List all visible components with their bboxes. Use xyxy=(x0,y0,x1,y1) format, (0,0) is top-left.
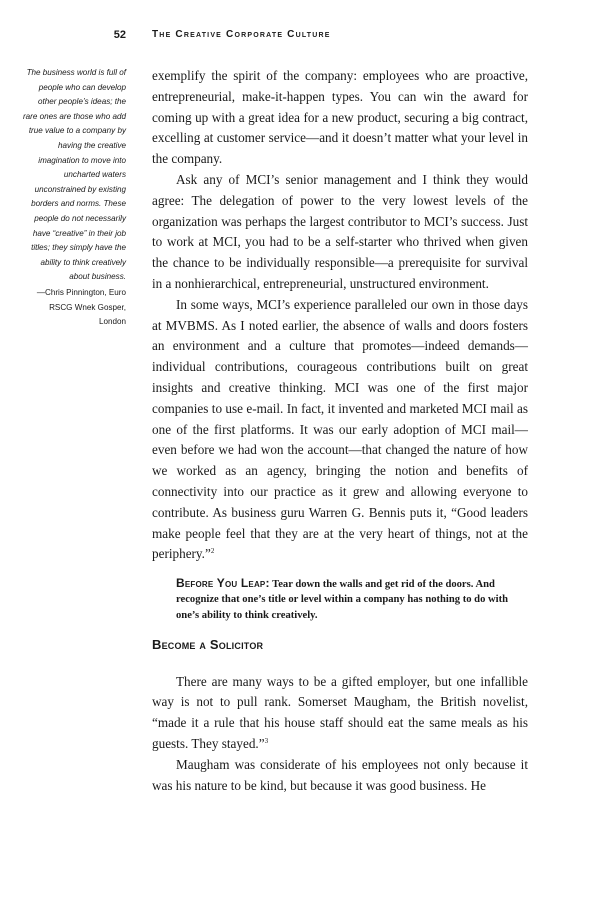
paragraph-3-text: In some ways, MCI’s experience paralleled our own in those days at MVBMS. As I noted earlier, the absence of walls and doors fosters an environment and a culture that promotes—indeed demands—individual contributions, courageous contributions built on great insights and creative thinking. MCI was one of the first major companies to use e-mail. In fact, it invented and marketed MCI mail as one of the first platforms. It was our early adoption of MCI mail—even before we had won the account—that changed the nature of how we worked as an agency, bringing the notion and benefits of connectivity into our practice as it grew and allowing everyone to contribute. As business guru Warren G. Bennis puts it, “Good leaders make people feel that they are at the very heart of things, not at the periphery.” xyxy=(152,296,528,562)
tip-label: Before You Leap: xyxy=(176,576,270,591)
page-number: 52 xyxy=(113,29,126,41)
footnote-ref-2: 2 xyxy=(210,547,215,556)
sidebar-attribution: —Chris Pinnington, Euro RSCG Wnek Gosper, London xyxy=(36,287,126,327)
paragraph-4-text: There are many ways to be a gifted employer, but one infallible way is not to pull rank. Somerset Maugham, the British novelist, “made it a rule that his house staff should eat the same meals as his guests. They stayed.” xyxy=(152,673,528,751)
paragraph-4 xyxy=(152,672,528,755)
paragraph-1: exemplify the spirit of the company: employees who are proactive, entrepreneurial, make-it-happen types. You can win the award for coming up with a great idea for a new product, securing a big contract, excelling at customer service—and it doesn’t matter what your level in the company. xyxy=(152,68,528,167)
paragraph-2: Ask any of MCI’s senior management and I think they would agree: The delegation of power to the very lowest levels of the organization was perhaps the largest contributor to MCI’s success. Just to work at MCI, you had to be a self-starter who thrived when given the chance to be individually responsible—a prerequisite for survival in a nonhierarchical, entrepreneurial, unstructured environment. xyxy=(152,171,528,291)
section-heading: Become a Solicitor xyxy=(152,636,264,652)
running-title: The Creative Corporate Culture xyxy=(152,29,331,40)
body-text xyxy=(152,66,528,796)
paragraph-5: Maugham was considerate of his employees not only because it was his nature to be kind, but because it was good business. He xyxy=(152,756,528,793)
sidebar-quote-block xyxy=(22,66,126,330)
footnote-ref-3: 3 xyxy=(264,736,269,745)
tip-text: Tear down the walls and get rid of the doors. And recognize that one’s title or level within a company has nothing to do with one’s ability to think creatively. xyxy=(176,579,509,621)
sidebar-quote: The business world is full of people who can develop other people’s ideas; the rare ones are those who add true value to a company by having the creative imagination to move into uncharted waters unconstrained by existing borders and norms. These people do not necessarily have “creative” in their job titles; they simply have the ability to think creatively about business. xyxy=(22,68,126,282)
before-you-leap-tip xyxy=(176,576,510,623)
paragraph-3 xyxy=(152,295,528,565)
